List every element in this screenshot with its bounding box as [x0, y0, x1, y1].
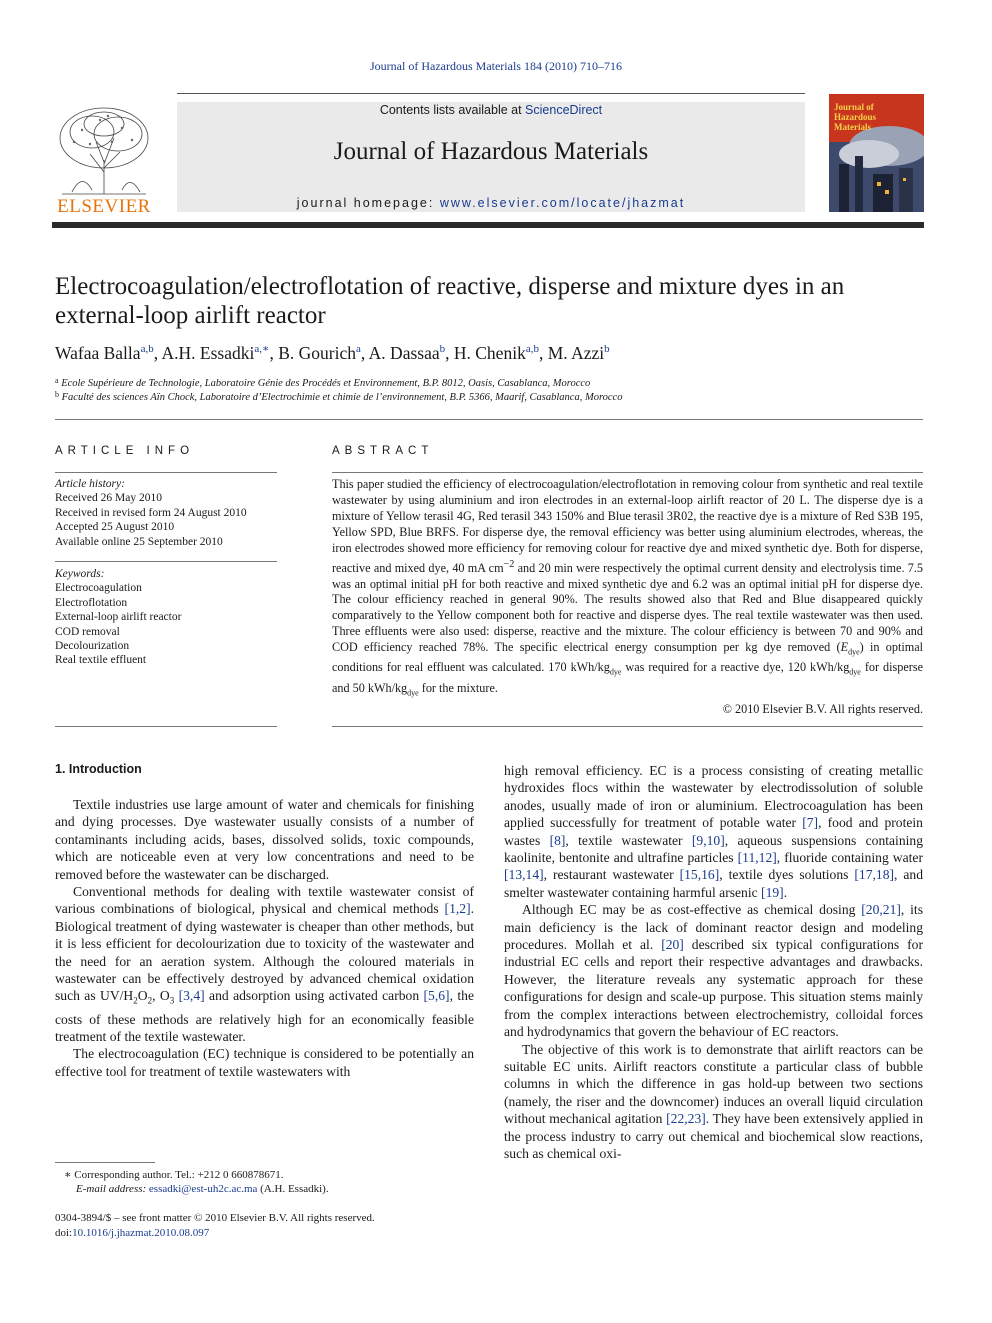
- history-item: Received 26 May 2010: [55, 492, 162, 505]
- issn-line: 0304-3894/$ – see front matter © 2010 Elsevier B.V. All rights reserved.: [55, 1212, 375, 1224]
- reference-link[interactable]: [15,16]: [679, 867, 720, 883]
- cover-title: Journal of Hazardous Materials: [834, 102, 877, 132]
- article-info-heading: ARTICLE INFO: [55, 445, 195, 457]
- reference-link[interactable]: [22,23]: [666, 1111, 706, 1127]
- header-divider: [52, 222, 924, 228]
- abstract-text: This paper studied the efficiency of electrocoagulation/electroflotation in removing colour from synthetic and real textile wastewater by using aluminium and iron electrodes in an external-loop airlift reactor of 20 L. The disperse dye is a mixture of Yellow terasil 4G, Red terasil 343 150% and Blue terasil 3R02, the reactive dye is a mixture of Red S3B 195, Yellow SPD, Blue BRFS. For disperse dye, the removal efficiency was better using aluminium electrodes, whereas, the iron electrodes showed more efficiency for removing colour for reactive dye and mixed synthetic dye. Both for disperse, reactive and mixed dye, 40 mA $cm^{-2}$ and 20 min were respectively the optimal current density and electrolysis time. 7.5 was an optimal initial pH for both reactive and mixed synthetic dye and 6.2 was an optimal initial pH for disperse dye. The colour efficiency reached in general 90%. The results showed also that Red and Blue disappeared quickly comparatively to the Yellow component both for reactive and disperse dyes. The real textile wastewater was then used. Three effluents were also used: disperse, reactive and the mixture. The colour efficiency is between 70 and 90% and COD efficiency reached 78%. The specific electrical energy consumption per kg dye removed $(E_{dye})$ in optimal conditions for real effluent was calculated. 170 kWh/$kg_{dye}$ was required for a reactive dye, 120 kWh/$kg_{dye}$ for disperse and 50 kWh/$kg_{dye}$ for the mixture.: [332, 477, 923, 698]
- history-heading: Article history:: [55, 478, 125, 490]
- reference-link[interactable]: [3,4]: [178, 988, 205, 1004]
- abstract-rule: [332, 726, 923, 727]
- author-name: Wafaa Balla: [55, 343, 141, 363]
- email-note: [76, 1183, 329, 1195]
- author-affil-mark[interactable]: a,b: [525, 343, 539, 355]
- email-label: E-mail address:: [76, 1183, 149, 1195]
- reference-link[interactable]: [8]: [549, 832, 566, 848]
- doi-line: [55, 1227, 209, 1239]
- history-item: Accepted 25 August 2010: [55, 521, 175, 534]
- doi-label: doi:: [55, 1227, 73, 1239]
- author-affil-mark[interactable]: b: [604, 343, 610, 355]
- paragraph: Conventional methods for dealing with textile wastewater consist of various combinations of biological, physical and chemical methods [1,2]. Biological treatment of dying wastewater is cheaper than other methods, but it is less efficient for decolourization due to toxicity of the wastewater and the need for an aeration system. Although the coloured materials in wastewater can be effectively destroyed by advanced chemical oxidation such as $UV/H_2O_2$, $O_3$ [3,4] and adsorption using activated carbon [5,6], the costs of these methods are relatively high for an economically feasible treatment of the textile wastewater.: [55, 884, 474, 1044]
- paragraph: Although EC may be as cost-effective as chemical dosing [20,21], its main deficiency is the lack of dominant reactor design and modeling procedures. Mollah et al. [20] described six typical configurations for industrial EC cells and report their respective advantages and drawbacks. However, the literature reveals any systematic approach for these configurations for design and scale-up purpose. This situation stems mainly from the complex interactions between electrochemistry, colloidal forces and hydrodynamics that govern the behaviour of EC reactors.: [504, 902, 923, 1040]
- reference-link[interactable]: [17,18]: [854, 867, 895, 883]
- abstract-rule: [332, 472, 923, 473]
- journal-citation[interactable]: Journal of Hazardous Materials 184 (2010) 710–716: [370, 59, 622, 73]
- body-left-column: [55, 796, 474, 1080]
- contents-line: [177, 103, 805, 117]
- paragraph: high removal efficiency. EC is a process consisting of creating metallic hydroxides flocs within the wastewater by electrodissolution of soluble anodes, usually made of iron or aluminium. Electrocoagulation has been applied successfully for treatment of potable water [7], food and protein wastes [8], textile wastewater [9,10], aqueous suspensions containing kaolinite, bentonite and ultrafine particles [11,12], fluoride containing water [13,14], restaurant wastewater [15,16], textile dyes solutions [17,18], and smelter wastewater containing harmful arsenic [19].: [504, 763, 923, 900]
- section-heading: 1. Introduction: [55, 762, 142, 776]
- history-item: Received in revised form 24 August 2010: [55, 506, 247, 519]
- affiliation-text: Ecole Supérieure de Technologie, Laboratoire Génie des Procédés et Environnement, B.P. 8012, Oasis, Casablanca, Morocco: [61, 378, 591, 389]
- contents-prefix: Contents lists available at: [379, 103, 526, 117]
- header-top-rule: [177, 93, 805, 94]
- paragraph: The electrocoagulation (EC) technique is considered to be potentially an effective tool for treatment of textile wastewaters with: [55, 1046, 474, 1079]
- author-affil-mark[interactable]: a: [355, 343, 361, 355]
- history-item: Available online 25 September 2010: [55, 535, 223, 548]
- article-history: [55, 477, 277, 549]
- abstract-heading: ABSTRACT: [332, 445, 434, 457]
- publisher-wordmark: ELSEVIER: [57, 196, 151, 217]
- affiliation: [55, 376, 935, 389]
- affiliation-text: Faculté des sciences Aïn Chock, Laboratoire d’Electrochimie et chimie de l’environnement, B.P. 5366, Maarif, Casablanca, Morocco: [61, 392, 623, 403]
- info-rule: [55, 561, 277, 562]
- reference-link[interactable]: [1,2]: [444, 901, 471, 917]
- reference-link[interactable]: [20]: [661, 937, 684, 953]
- corresponding-author-note: ∗ Corresponding author. Tel.: +212 0 660878671.: [64, 1169, 284, 1181]
- journal-title: Journal of Hazardous Materials: [333, 138, 649, 165]
- reference-link[interactable]: [9,10]: [691, 832, 725, 848]
- footnote-rule: [55, 1162, 155, 1163]
- keyword: Decolourization: [55, 640, 130, 653]
- author-name: M. Azzi: [547, 343, 605, 363]
- author-affil-mark[interactable]: b: [439, 343, 446, 355]
- reference-link[interactable]: [19]: [761, 884, 784, 900]
- keyword: External-loop airlift reactor: [55, 611, 182, 624]
- paragraph: The objective of this work is to demonstrate that airlift reactors can be suitable EC units. Airlift reactors constitute a particular class of bubble columns in which the difference in gas hold-up between two sections (namely, the riser and the downcomer) induces an overall liquid circulation without mechanical agitation [22,23]. They have been extensively applied in the process industry to carry out chemical and biochemical slow reactions, such as chemical oxi-: [504, 1041, 924, 1161]
- author-name: H. Chenik: [453, 343, 526, 363]
- keywords: [55, 567, 277, 668]
- sciencedirect-link[interactable]: ScienceDirect: [525, 103, 603, 117]
- copyright: © 2010 Elsevier B.V. All rights reserved.: [722, 702, 923, 716]
- homepage-prefix: journal homepage:: [296, 196, 440, 210]
- author-list: Wafaa Balla$^{a,b}$, A.H. Essadki$^{a,∗}$, B. Gourich$^a$, A. Dassaa$^b$, H. Chenik$^{a,b}$, M. Azzi$^b$: [55, 343, 610, 363]
- keyword: Real textile effluent: [55, 654, 147, 667]
- journal-cover-image: [829, 94, 924, 212]
- info-rule: [55, 472, 277, 473]
- keyword: Electroflotation: [55, 596, 128, 609]
- author-name: B. Gourich: [278, 343, 356, 363]
- homepage-link[interactable]: www.elsevier.com/locate/jhazmat: [439, 196, 686, 210]
- paragraph: Textile industries use large amount of water and chemicals for finishing and dying processes. Dye wastewater usually consists of a number of contaminants including acids, bases, dissolved solids, toxic compounds, which are noticeable even at very low concentrations and need to be removed before the wastewater can be discharged.: [55, 797, 474, 882]
- reference-link[interactable]: [7]: [802, 815, 819, 831]
- email-link[interactable]: essadki@est-uh2c.ac.ma: [148, 1183, 258, 1195]
- homepage-line: [177, 196, 805, 210]
- reference-link[interactable]: [13,14]: [504, 867, 544, 883]
- author-name: A. Dassaa: [368, 343, 440, 363]
- reference-link[interactable]: [20,21]: [861, 902, 901, 918]
- doi-link[interactable]: 10.1016/j.jhazmat.2010.08.097: [72, 1227, 210, 1239]
- author-affil-mark[interactable]: a,∗: [254, 343, 270, 355]
- keywords-heading: Keywords:: [55, 568, 105, 580]
- keyword: Electrocoagulation: [55, 582, 142, 595]
- affiliation-mark: a: [55, 376, 59, 385]
- affiliation-mark: b: [55, 390, 59, 399]
- keyword: COD removal: [55, 625, 120, 638]
- affiliation-divider: [55, 419, 923, 420]
- affiliation: [55, 390, 935, 403]
- email-suffix: (A.H. Essadki).: [257, 1183, 329, 1195]
- article-title: Electrocoagulation/electroflotation of reactive, disperse and mixture dyes in an external-loop airlift reactor: [55, 273, 845, 329]
- reference-link[interactable]: [5,6]: [423, 988, 450, 1004]
- info-rule: [55, 726, 277, 727]
- body-right-column: [504, 762, 923, 1162]
- author-affil-mark[interactable]: a,b: [140, 343, 154, 355]
- author-name: A.H. Essadki: [161, 343, 255, 363]
- reference-link[interactable]: [11,12]: [737, 850, 777, 866]
